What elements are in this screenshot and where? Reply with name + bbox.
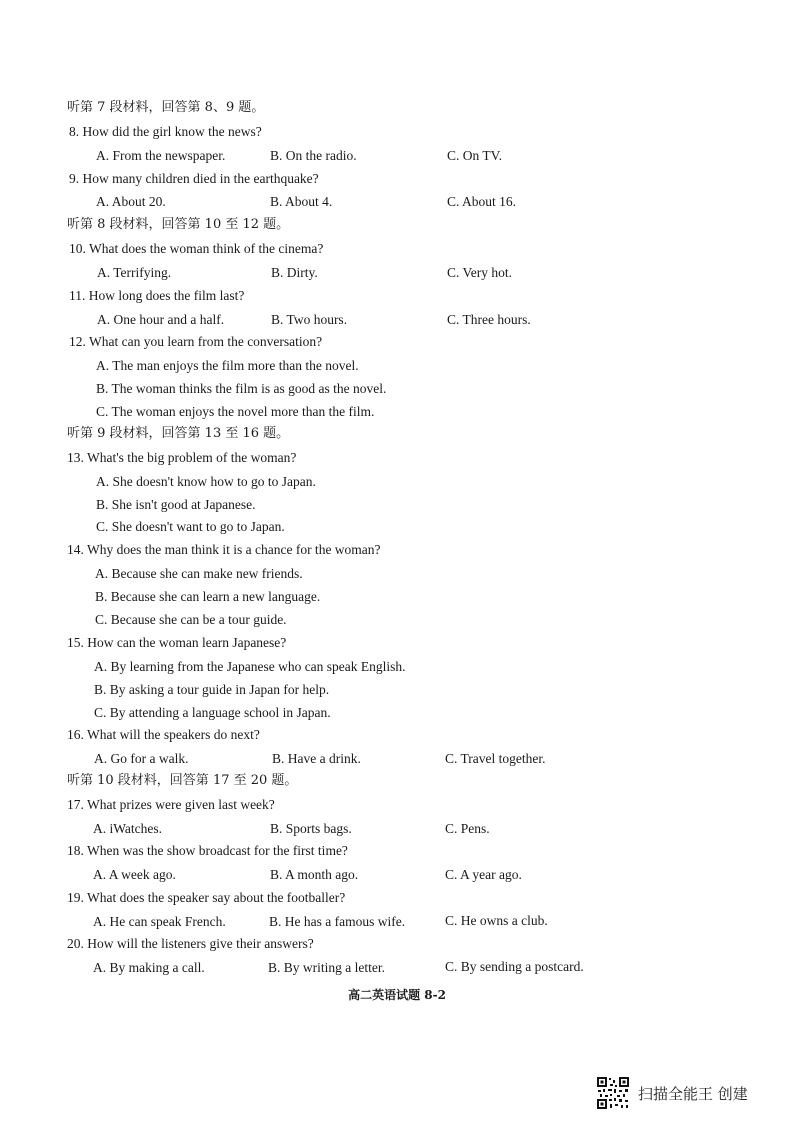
question-18-stem: 18. When was the show broadcast for the first time? — [67, 843, 348, 858]
question-10-option-c: C. Very hot. — [447, 265, 513, 280]
question-14-option-b: B. Because she can learn a new language. — [95, 589, 321, 604]
question-19-option-c: C. He owns a club. — [445, 913, 548, 928]
question-8-option-a: A. From the newspaper. — [96, 148, 226, 163]
question-19-stem: 19. What does the speaker say about the footballer? — [67, 890, 346, 905]
question-15-option-c: C. By attending a language school in Japan. — [94, 705, 331, 720]
section-heading-7: 听第 7 段材料，回答第 8、9 题。 — [67, 100, 265, 115]
question-20-stem: 20. How will the listeners give their answers? — [67, 936, 314, 951]
question-13-option-a: A. She doesn't know how to go to Japan. — [96, 474, 316, 489]
section-heading-10: 听第 10 段材料，回答第 17 至 20 题。 — [67, 773, 298, 788]
question-13-stem: 13. What's the big problem of the woman? — [67, 450, 297, 465]
question-12-option-a: A. The man enjoys the film more than the novel. — [96, 358, 359, 373]
question-20-option-a: A. By making a call. — [93, 960, 205, 975]
question-14-option-c: C. Because she can be a tour guide. — [95, 612, 287, 627]
question-12-option-b: B. The woman thinks the film is as good as the novel. — [96, 381, 387, 396]
question-20-option-c: C. By sending a postcard. — [445, 959, 584, 974]
question-16-option-a: A. Go for a walk. — [94, 751, 189, 766]
question-9-option-a: A. About 20. — [96, 194, 166, 209]
question-17-option-a: A. iWatches. — [93, 821, 163, 836]
question-15-option-b: B. By asking a tour guide in Japan for help. — [94, 682, 330, 697]
watermark-text: 扫描全能王 创建 — [638, 1084, 748, 1103]
question-9-option-b: B. About 4. — [270, 194, 333, 209]
question-17-option-b: B. Sports bags. — [270, 821, 352, 836]
question-11-option-a: A. One hour and a half. — [97, 312, 225, 327]
question-9-stem: 9. How many children died in the earthquake? — [69, 171, 319, 186]
question-13-option-c: C. She doesn't want to go to Japan. — [96, 519, 285, 534]
question-12-stem: 12. What can you learn from the conversation? — [69, 334, 323, 349]
question-18-option-b: B. A month ago. — [270, 867, 359, 882]
question-10-option-a: A. Terrifying. — [97, 265, 172, 280]
question-17-option-c: C. Pens. — [445, 821, 490, 836]
question-12-option-c: C. The woman enjoys the novel more than the film. — [96, 404, 375, 419]
question-16-option-b: B. Have a drink. — [272, 751, 361, 766]
question-18-option-a: A. A week ago. — [93, 867, 176, 882]
question-15-option-a: A. By learning from the Japanese who can speak English. — [94, 659, 406, 674]
question-9-option-c: C. About 16. — [447, 194, 517, 209]
question-14-stem: 14. Why does the man think it is a chance for the woman? — [67, 542, 381, 557]
question-20-option-b: B. By writing a letter. — [268, 960, 385, 975]
question-10-stem: 10. What does the woman think of the cinema? — [69, 241, 324, 256]
question-16-stem: 16. What will the speakers do next? — [67, 727, 260, 742]
question-8-stem: 8. How did the girl know the news? — [69, 124, 262, 139]
section-heading-9: 听第 9 段材料，回答第 13 至 16 题。 — [67, 426, 290, 441]
question-19-option-a: A. He can speak French. — [93, 914, 226, 929]
question-8-option-b: B. On the radio. — [270, 148, 357, 163]
question-10-option-b: B. Dirty. — [271, 265, 318, 280]
qr-code-icon — [596, 1076, 630, 1110]
question-11-option-c: C. Three hours. — [447, 312, 531, 327]
section-heading-8: 听第 8 段材料，回答第 10 至 12 题。 — [67, 217, 290, 232]
question-16-option-c: C. Travel together. — [445, 751, 546, 766]
question-14-option-a: A. Because she can make new friends. — [95, 566, 303, 581]
page-footer: 高二英语试题 8-2 — [348, 988, 446, 1002]
question-13-option-b: B. She isn't good at Japanese. — [96, 497, 256, 512]
question-15-stem: 15. How can the woman learn Japanese? — [67, 635, 287, 650]
question-18-option-c: C. A year ago. — [445, 867, 522, 882]
question-19-option-b: B. He has a famous wife. — [269, 914, 406, 929]
question-11-stem: 11. How long does the film last? — [69, 288, 245, 303]
scanner-watermark — [596, 1076, 748, 1110]
question-8-option-c: C. On TV. — [447, 148, 503, 163]
question-17-stem: 17. What prizes were given last week? — [67, 797, 275, 812]
question-11-option-b: B. Two hours. — [271, 312, 348, 327]
